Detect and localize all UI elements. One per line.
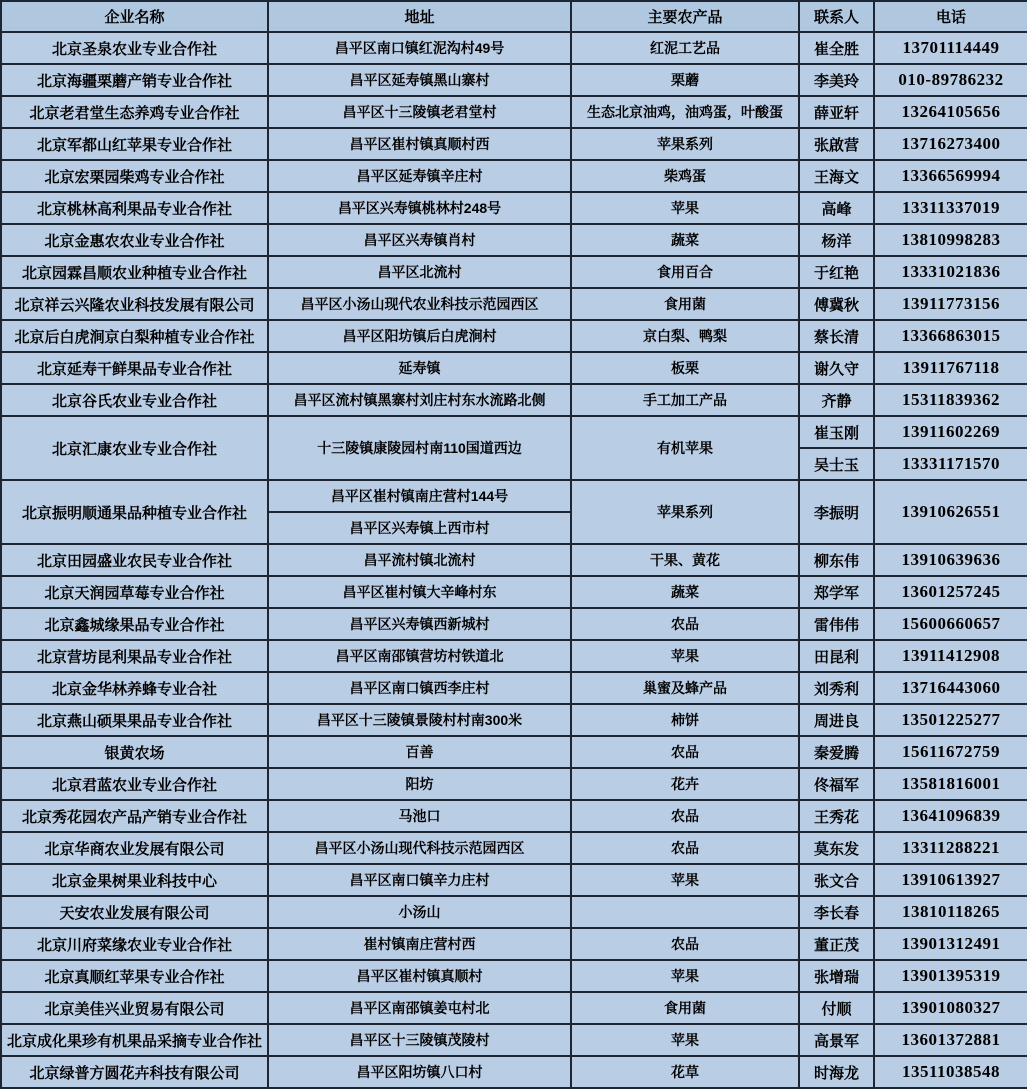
cell-company-name: 北京老君堂生态养鸡专业合作社 bbox=[1, 96, 268, 128]
cell-phone: 13911602269 bbox=[874, 416, 1027, 448]
cell-company-name: 北京宏栗园柴鸡专业合作社 bbox=[1, 160, 268, 192]
table-row bbox=[1, 32, 1027, 64]
cell-company-name: 北京田园盛业农民专业合作社 bbox=[1, 544, 268, 576]
table-row bbox=[1, 608, 1027, 640]
cell-address: 昌平区阳坊镇后白虎涧村 bbox=[268, 320, 571, 352]
cell-contact-person: 崔全胜 bbox=[799, 32, 874, 64]
cell-phone: 13311337019 bbox=[874, 192, 1027, 224]
cell-contact-person: 于红艳 bbox=[799, 256, 874, 288]
cell-address: 昌平区北流村 bbox=[268, 256, 571, 288]
cell-company-name: 北京成化果珍有机果品采摘专业合作社 bbox=[1, 1024, 268, 1056]
cell-products: 花草 bbox=[571, 1056, 799, 1088]
cell-address: 昌平区小汤山现代农业科技示范园西区 bbox=[268, 288, 571, 320]
cell-company-name: 北京圣泉农业专业合作社 bbox=[1, 32, 268, 64]
cell-products: 食用菌 bbox=[571, 288, 799, 320]
cell-phone: 13810998283 bbox=[874, 224, 1027, 256]
cell-address: 昌平区兴寿镇西新城村 bbox=[268, 608, 571, 640]
cell-contact-person: 张啟营 bbox=[799, 128, 874, 160]
cell-contact-person: 周进良 bbox=[799, 704, 874, 736]
table-row bbox=[1, 1056, 1027, 1088]
cell-contact-person: 蔡长清 bbox=[799, 320, 874, 352]
cell-products: 生态北京油鸡，油鸡蛋，叶酸蛋 bbox=[571, 96, 799, 128]
cell-address: 昌平区南口镇西李庄村 bbox=[268, 672, 571, 704]
cell-address: 十三陵镇康陵园村南110国道西边 bbox=[268, 416, 571, 480]
table-row bbox=[1, 288, 1027, 320]
cell-products: 巢蜜及蜂产品 bbox=[571, 672, 799, 704]
cell-company-name: 北京真顺红苹果专业合作社 bbox=[1, 960, 268, 992]
cell-phone: 13910626551 bbox=[874, 480, 1027, 544]
cell-products: 板栗 bbox=[571, 352, 799, 384]
cell-products: 苹果 bbox=[571, 864, 799, 896]
cell-company-name: 北京鑫城缘果品专业合作社 bbox=[1, 608, 268, 640]
column-header-address: 地址 bbox=[268, 1, 571, 32]
table-row bbox=[1, 640, 1027, 672]
cell-products: 蔬菜 bbox=[571, 576, 799, 608]
cell-contact-person: 董正茂 bbox=[799, 928, 874, 960]
cell-contact-person: 秦爱腾 bbox=[799, 736, 874, 768]
table-row bbox=[1, 864, 1027, 896]
cell-address: 昌平区兴寿镇肖村 bbox=[268, 224, 571, 256]
cell-phone: 13331021836 bbox=[874, 256, 1027, 288]
cell-phone: 13366569994 bbox=[874, 160, 1027, 192]
cell-products: 农品 bbox=[571, 736, 799, 768]
cell-address: 昌平区十三陵镇景陵村村南300米 bbox=[268, 704, 571, 736]
cell-phone: 13366863015 bbox=[874, 320, 1027, 352]
cell-company-name: 北京美佳兴业贸易有限公司 bbox=[1, 992, 268, 1024]
cell-contact-person: 谢久守 bbox=[799, 352, 874, 384]
cell-contact-person: 张文合 bbox=[799, 864, 874, 896]
cell-contact-person: 王海文 bbox=[799, 160, 874, 192]
cell-phone: 13581816001 bbox=[874, 768, 1027, 800]
cell-address: 昌平区小汤山现代科技示范园西区 bbox=[268, 832, 571, 864]
cell-contact-person: 傅冀秋 bbox=[799, 288, 874, 320]
cell-products: 农品 bbox=[571, 928, 799, 960]
cell-products: 有机苹果 bbox=[571, 416, 799, 480]
cell-company-name: 北京金果树果业科技中心 bbox=[1, 864, 268, 896]
cell-address: 昌平区南口镇红泥沟村49号 bbox=[268, 32, 571, 64]
cell-company-name: 北京川府菜缘农业专业合作社 bbox=[1, 928, 268, 960]
cell-phone: 13810118265 bbox=[874, 896, 1027, 928]
cell-address: 昌平区南邵镇姜屯村北 bbox=[268, 992, 571, 1024]
cell-contact-person: 佟福军 bbox=[799, 768, 874, 800]
cell-products: 农品 bbox=[571, 608, 799, 640]
table-row bbox=[1, 64, 1027, 96]
table-row bbox=[1, 96, 1027, 128]
cell-address: 马池口 bbox=[268, 800, 571, 832]
cell-address: 昌平流村镇北流村 bbox=[268, 544, 571, 576]
table-row bbox=[1, 576, 1027, 608]
cell-products: 栗蘑 bbox=[571, 64, 799, 96]
table-row bbox=[1, 256, 1027, 288]
cell-address: 昌平区南口镇辛力庄村 bbox=[268, 864, 571, 896]
cell-address: 昌平区延寿镇辛庄村 bbox=[268, 160, 571, 192]
cell-phone: 13311288221 bbox=[874, 832, 1027, 864]
cell-products: 农品 bbox=[571, 832, 799, 864]
table-row bbox=[1, 416, 1027, 448]
table-row bbox=[1, 960, 1027, 992]
cell-company-name: 北京后白虎涧京白梨种植专业合作社 bbox=[1, 320, 268, 352]
cell-address: 昌平区南邵镇营坊村铁道北 bbox=[268, 640, 571, 672]
cell-phone: 13911412908 bbox=[874, 640, 1027, 672]
table-row bbox=[1, 384, 1027, 416]
table-row bbox=[1, 800, 1027, 832]
cell-products: 手工加工产品 bbox=[571, 384, 799, 416]
cell-contact-person: 时海龙 bbox=[799, 1056, 874, 1088]
cell-address: 昌平区十三陵镇老君堂村 bbox=[268, 96, 571, 128]
cell-contact-person: 齐静 bbox=[799, 384, 874, 416]
cell-contact-person: 李振明 bbox=[799, 480, 874, 544]
cell-phone: 13911773156 bbox=[874, 288, 1027, 320]
cell-address: 延寿镇 bbox=[268, 352, 571, 384]
table-row bbox=[1, 768, 1027, 800]
table-row bbox=[1, 160, 1027, 192]
cell-phone: 13511038548 bbox=[874, 1056, 1027, 1088]
cell-products: 苹果系列 bbox=[571, 480, 799, 544]
cell-company-name: 北京华商农业发展有限公司 bbox=[1, 832, 268, 864]
cell-company-name: 北京祥云兴隆农业科技发展有限公司 bbox=[1, 288, 268, 320]
cell-company-name: 北京绿普方圆花卉科技有限公司 bbox=[1, 1056, 268, 1088]
cell-company-name: 北京天润园草莓专业合作社 bbox=[1, 576, 268, 608]
cell-address: 昌平区兴寿镇桃林村248号 bbox=[268, 192, 571, 224]
table-row bbox=[1, 1024, 1027, 1056]
table-row bbox=[1, 992, 1027, 1024]
cell-phone: 13601257245 bbox=[874, 576, 1027, 608]
cell-contact-person: 崔玉刚 bbox=[799, 416, 874, 448]
cell-products: 苹果 bbox=[571, 640, 799, 672]
table-row bbox=[1, 736, 1027, 768]
cell-phone: 15600660657 bbox=[874, 608, 1027, 640]
table-row bbox=[1, 928, 1027, 960]
table-row bbox=[1, 896, 1027, 928]
cell-phone: 15311839362 bbox=[874, 384, 1027, 416]
table-row bbox=[1, 672, 1027, 704]
cell-contact-person: 郑学军 bbox=[799, 576, 874, 608]
cell-address: 昌平区阳坊镇八口村 bbox=[268, 1056, 571, 1088]
cell-company-name: 北京振明顺通果品种植专业合作社 bbox=[1, 480, 268, 544]
table-row bbox=[1, 352, 1027, 384]
column-header-name: 企业名称 bbox=[1, 1, 268, 32]
table-row bbox=[1, 320, 1027, 352]
cell-products: 食用百合 bbox=[571, 256, 799, 288]
table-row bbox=[1, 832, 1027, 864]
cell-address: 昌平区流村镇黑寨村刘庄村东水流路北侧 bbox=[268, 384, 571, 416]
cell-address: 崔村镇南庄营村西 bbox=[268, 928, 571, 960]
cell-products: 柿饼 bbox=[571, 704, 799, 736]
cell-contact-person: 田昆利 bbox=[799, 640, 874, 672]
cell-company-name: 北京燕山硕果果品专业合作社 bbox=[1, 704, 268, 736]
cell-contact-person: 李美玲 bbox=[799, 64, 874, 96]
cell-phone: 13901312491 bbox=[874, 928, 1027, 960]
cell-company-name: 北京金华林养蜂专业合社 bbox=[1, 672, 268, 704]
cell-phone: 13716273400 bbox=[874, 128, 1027, 160]
table-body bbox=[1, 32, 1027, 1088]
cell-phone: 13910613927 bbox=[874, 864, 1027, 896]
table-row bbox=[1, 224, 1027, 256]
cell-company-name: 北京延寿干鲜果品专业合作社 bbox=[1, 352, 268, 384]
cell-products: 京白梨、鸭梨 bbox=[571, 320, 799, 352]
cell-company-name: 天安农业发展有限公司 bbox=[1, 896, 268, 928]
cell-company-name: 北京谷氏农业专业合作社 bbox=[1, 384, 268, 416]
cell-products: 干果、黄花 bbox=[571, 544, 799, 576]
column-header-products: 主要农产品 bbox=[571, 1, 799, 32]
cell-phone: 010-89786232 bbox=[874, 64, 1027, 96]
cell-phone: 13264105656 bbox=[874, 96, 1027, 128]
cell-phone: 13911767118 bbox=[874, 352, 1027, 384]
cell-contact-person: 杨洋 bbox=[799, 224, 874, 256]
cell-phone: 13901395319 bbox=[874, 960, 1027, 992]
cell-company-name: 银黄农场 bbox=[1, 736, 268, 768]
cell-phone: 13501225277 bbox=[874, 704, 1027, 736]
cell-contact-person: 柳东伟 bbox=[799, 544, 874, 576]
cell-address: 昌平区崔村镇大辛峰村东 bbox=[268, 576, 571, 608]
cell-contact-person: 莫东发 bbox=[799, 832, 874, 864]
cell-address: 昌平区十三陵镇茂陵村 bbox=[268, 1024, 571, 1056]
cell-address: 小汤山 bbox=[268, 896, 571, 928]
cell-address: 百善 bbox=[268, 736, 571, 768]
cell-phone: 15611672759 bbox=[874, 736, 1027, 768]
cell-products: 苹果 bbox=[571, 960, 799, 992]
cell-contact-person: 李长春 bbox=[799, 896, 874, 928]
cell-products: 柴鸡蛋 bbox=[571, 160, 799, 192]
cell-contact-person: 刘秀利 bbox=[799, 672, 874, 704]
cell-company-name: 北京军都山红苹果专业合作社 bbox=[1, 128, 268, 160]
cell-contact-person: 王秀花 bbox=[799, 800, 874, 832]
cell-products: 农品 bbox=[571, 800, 799, 832]
cell-products: 苹果系列 bbox=[571, 128, 799, 160]
cell-company-name: 北京营坊昆利果品专业合作社 bbox=[1, 640, 268, 672]
cell-company-name: 北京桃林高利果品专业合作社 bbox=[1, 192, 268, 224]
table-row bbox=[1, 544, 1027, 576]
cell-phone: 13910639636 bbox=[874, 544, 1027, 576]
cell-products bbox=[571, 896, 799, 928]
cell-contact-person: 张增瑞 bbox=[799, 960, 874, 992]
table-row bbox=[1, 480, 1027, 512]
cell-products: 苹果 bbox=[571, 192, 799, 224]
cell-contact-person: 高峰 bbox=[799, 192, 874, 224]
cell-products: 红泥工艺品 bbox=[571, 32, 799, 64]
cell-address: 阳坊 bbox=[268, 768, 571, 800]
cell-products: 苹果 bbox=[571, 1024, 799, 1056]
cell-products: 蔬菜 bbox=[571, 224, 799, 256]
cell-company-name: 北京秀花园农产品产销专业合作社 bbox=[1, 800, 268, 832]
column-header-phone: 电话 bbox=[874, 1, 1027, 32]
cell-products: 食用菌 bbox=[571, 992, 799, 1024]
cell-company-name: 北京园霖昌顺农业种植专业合作社 bbox=[1, 256, 268, 288]
cell-phone: 13601372881 bbox=[874, 1024, 1027, 1056]
table-header bbox=[1, 1, 1027, 32]
table-row bbox=[1, 704, 1027, 736]
cell-phone: 13641096839 bbox=[874, 800, 1027, 832]
table-row bbox=[1, 128, 1027, 160]
cell-address: 昌平区崔村镇南庄营村144号 bbox=[268, 480, 571, 512]
cell-contact-person: 薛亚轩 bbox=[799, 96, 874, 128]
cell-company-name: 北京海疆栗蘑产销专业合作社 bbox=[1, 64, 268, 96]
cell-contact-person: 吴士玉 bbox=[799, 448, 874, 480]
column-header-contact: 联系人 bbox=[799, 1, 874, 32]
table-row bbox=[1, 192, 1027, 224]
cell-address: 昌平区延寿镇黑山寨村 bbox=[268, 64, 571, 96]
cell-company-name: 北京汇康农业专业合作社 bbox=[1, 416, 268, 480]
header-row bbox=[1, 1, 1027, 32]
cell-phone: 13331171570 bbox=[874, 448, 1027, 480]
cell-company-name: 北京金惠农农业专业合作社 bbox=[1, 224, 268, 256]
cell-address: 昌平区兴寿镇上西市村 bbox=[268, 512, 571, 544]
cell-phone: 13701114449 bbox=[874, 32, 1027, 64]
cell-products: 花卉 bbox=[571, 768, 799, 800]
cell-contact-person: 高景军 bbox=[799, 1024, 874, 1056]
cell-company-name: 北京君蓝农业专业合作社 bbox=[1, 768, 268, 800]
cell-phone: 13901080327 bbox=[874, 992, 1027, 1024]
cell-address: 昌平区崔村镇真顺村 bbox=[268, 960, 571, 992]
cell-address: 昌平区崔村镇真顺村西 bbox=[268, 128, 571, 160]
cell-contact-person: 付顺 bbox=[799, 992, 874, 1024]
cell-contact-person: 雷伟伟 bbox=[799, 608, 874, 640]
cell-phone: 13716443060 bbox=[874, 672, 1027, 704]
